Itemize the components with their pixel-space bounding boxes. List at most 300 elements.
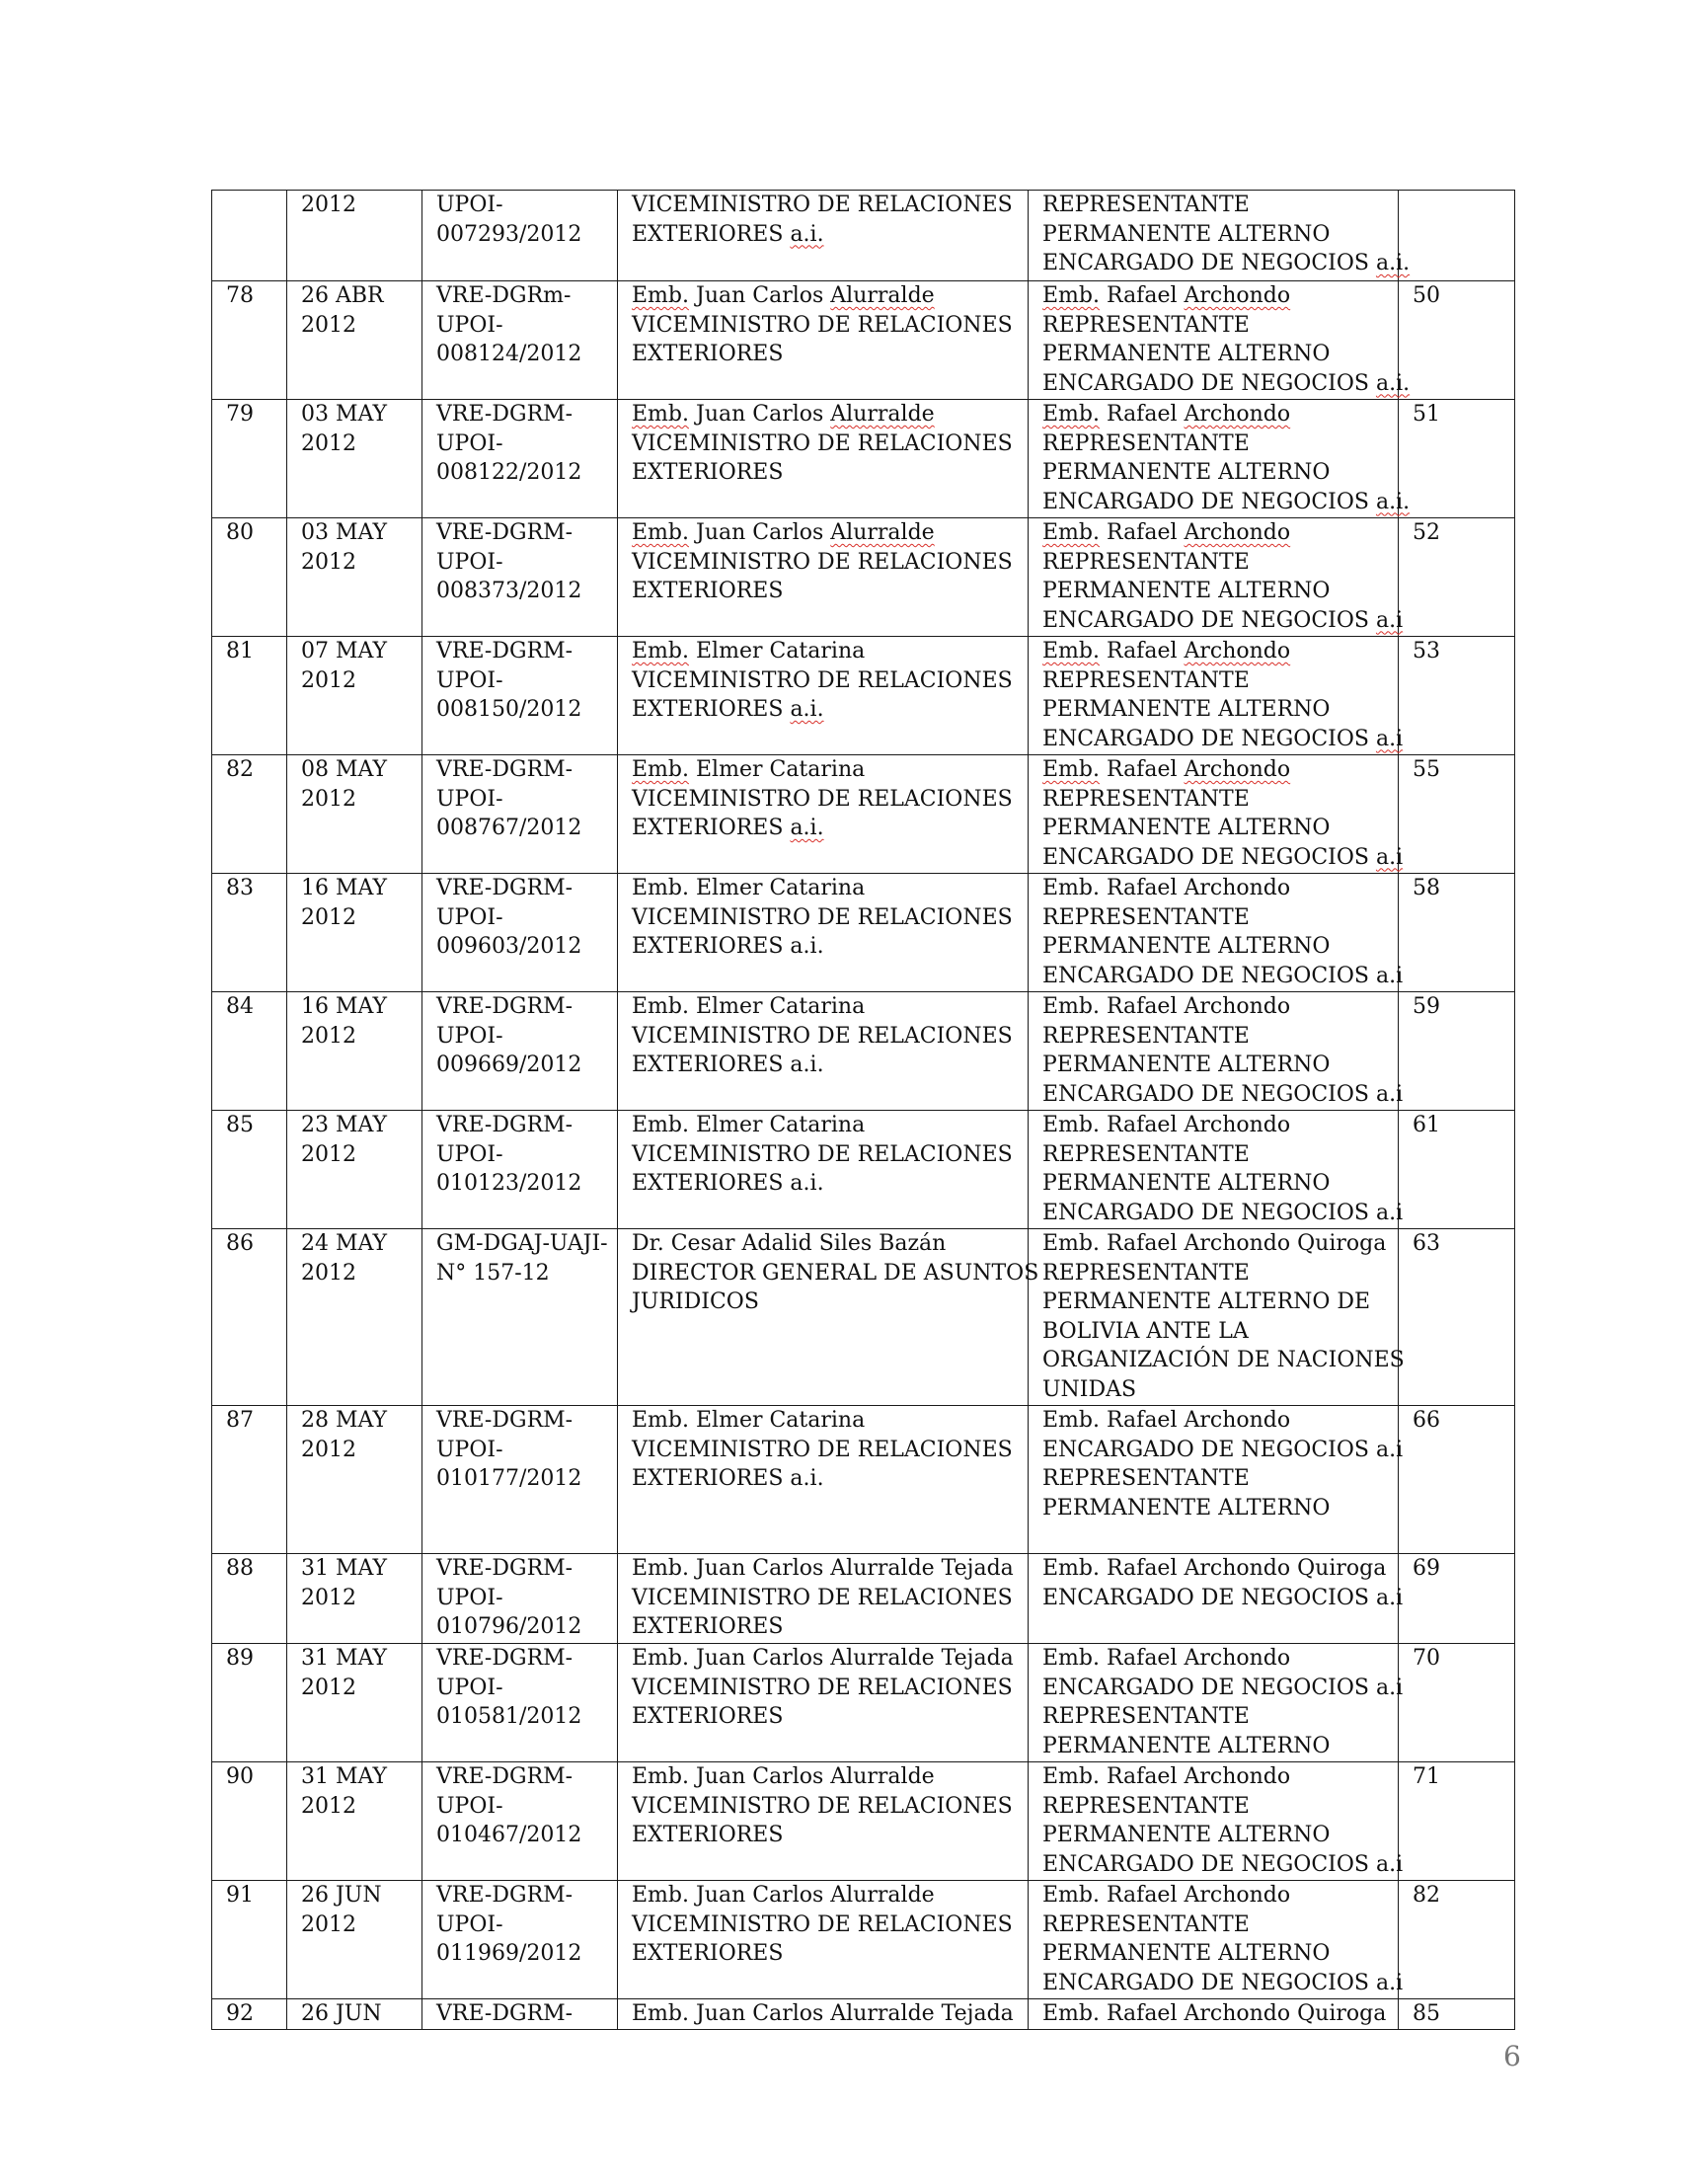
cell-line: Emb. Rafael Archondo	[1042, 1113, 1291, 1137]
cell-line: REPRESENTANTE	[1042, 549, 1250, 575]
cell-recipient	[1029, 755, 1404, 874]
cell-date	[287, 191, 422, 281]
cell-recipient	[1029, 1111, 1404, 1229]
cell-line: VRE-DGRM-	[436, 1883, 574, 1908]
cell-line: Emb. Rafael Archondo	[1042, 1883, 1291, 1908]
cell-page-ref: 66	[1399, 1406, 1515, 1554]
cell-recipient	[1029, 400, 1411, 518]
cell-line: 2012	[301, 1141, 356, 1167]
cell-line: PERMANENTE ALTERNO	[1042, 934, 1331, 959]
cell-line: VICEMINISTRO DE RELACIONES	[632, 1793, 1013, 1819]
cell-line: PERMANENTE ALTERNO	[1042, 1823, 1331, 1847]
cell-sender	[618, 874, 1029, 992]
cell-page-ref: 53	[1399, 637, 1515, 755]
cell-line: Emb. Rafael Archondo	[1042, 1408, 1291, 1433]
cell-line: PERMANENTE ALTERNO	[1042, 221, 1331, 247]
cell-date	[287, 281, 422, 400]
cell-line: Emb. Juan Carlos Alurralde	[632, 1883, 935, 1908]
table-body	[212, 191, 1515, 2030]
cell-line: REPRESENTANTE	[1042, 430, 1250, 456]
cell-row-number: 88	[212, 1554, 287, 1644]
cell-line: ENCARGADO DE NEGOCIOS a.i	[1042, 1851, 1404, 1877]
spellcheck-mark: Alurralde	[830, 520, 935, 545]
cell-line: 010177/2012	[436, 1466, 582, 1491]
cell-line: Emb. Elmer Catarina	[632, 757, 866, 782]
cell-line: UNIDAS	[1042, 1376, 1137, 1402]
cell-line: Emb. Elmer Catarina	[632, 639, 866, 663]
cell-line: PERMANENTE ALTERNO	[1042, 816, 1331, 840]
cell-line: 2012	[301, 1437, 356, 1462]
spellcheck-mark: a.i.	[1375, 489, 1411, 514]
cell-line: UPOI-	[436, 1437, 503, 1462]
cell-line: Emb. Rafael Archondo	[1042, 639, 1291, 663]
cell-line: VRE-DGRM-	[436, 994, 574, 1019]
cell-line: 2012	[301, 667, 356, 693]
cell-date	[287, 1406, 422, 1554]
cell-line: VRE-DGRM-	[436, 2001, 574, 2026]
cell-line: VRE-DGRM-	[436, 1646, 574, 1671]
cell-line: EXTERIORES a.i.	[632, 1466, 824, 1491]
cell-line: ENCARGADO DE NEGOCIOS a.i	[1042, 844, 1404, 870]
cell-line: 008124/2012	[436, 342, 582, 366]
cell-page-ref: 55	[1399, 755, 1515, 874]
cell-line: VICEMINISTRO DE RELACIONES	[632, 430, 1013, 456]
cell-line: 010796/2012	[436, 1614, 582, 1639]
cell-date	[287, 1999, 422, 2030]
cell-line: VICEMINISTRO DE RELACIONES	[632, 193, 1013, 217]
cell-sender	[618, 518, 1029, 637]
cell-line: 009603/2012	[436, 934, 582, 959]
cell-date	[287, 518, 422, 637]
cell-recipient	[1029, 992, 1404, 1111]
cell-line: EXTERIORES a.i.	[632, 816, 824, 840]
cell-line: VICEMINISTRO DE RELACIONES	[632, 1585, 1013, 1610]
cell-recipient	[1029, 191, 1411, 281]
spellcheck-mark: a.i.	[1375, 370, 1411, 396]
spellcheck-mark: a.i.	[790, 221, 824, 247]
cell-page-ref: 85	[1399, 1999, 1515, 2030]
cell-line: REPRESENTANTE	[1042, 1260, 1250, 1286]
spellcheck-mark: a.i.	[790, 816, 824, 840]
cell-row-number: 81	[212, 637, 287, 755]
cell-line: 2012	[301, 312, 356, 338]
cell-line: ENCARGADO DE NEGOCIOS a.i.	[1042, 489, 1411, 514]
cell-line: 2012	[301, 193, 356, 217]
cell-line: VRE-DGRM-	[436, 639, 574, 663]
cell-line: 26 ABR	[301, 283, 384, 308]
spellcheck-mark: a.i	[1375, 607, 1404, 633]
cell-line: 2012	[301, 786, 356, 812]
cell-line: PERMANENTE ALTERNO DE	[1042, 1289, 1371, 1314]
cell-recipient	[1029, 1406, 1404, 1554]
cell-recipient	[1029, 1881, 1404, 1999]
cell-row-number: 90	[212, 1762, 287, 1881]
cell-line: EXTERIORES	[632, 342, 784, 366]
cell-line: 009669/2012	[436, 1053, 582, 1077]
cell-line: Emb. Rafael Archondo	[1042, 1646, 1291, 1671]
cell-reference	[422, 400, 618, 518]
cell-sender	[618, 281, 1029, 400]
cell-line: Emb. Rafael Archondo	[1042, 876, 1291, 900]
cell-line: REPRESENTANTE	[1042, 786, 1250, 812]
cell-recipient	[1029, 1999, 1399, 2030]
table-row	[212, 874, 1515, 992]
cell-line: Emb. Juan Carlos Alurralde	[632, 520, 935, 545]
cell-row-number: 80	[212, 518, 287, 637]
cell-sender	[618, 1762, 1029, 1881]
cell-line: EXTERIORES	[632, 579, 784, 603]
cell-sender	[618, 755, 1029, 874]
cell-recipient	[1029, 1554, 1404, 1644]
cell-reference	[422, 1554, 618, 1644]
cell-line: 2012	[301, 1675, 356, 1700]
table-row	[212, 1111, 1515, 1229]
cell-line: 24 MAY	[301, 1231, 388, 1256]
table-row	[212, 1554, 1515, 1644]
table-row	[212, 1644, 1515, 1762]
cell-line: PERMANENTE ALTERNO	[1042, 697, 1331, 722]
cell-line: VRE-DGRM-	[436, 1113, 574, 1137]
cell-line: REPRESENTANTE	[1042, 667, 1250, 693]
spellcheck-mark: Emb.	[632, 283, 689, 308]
cell-page-ref: 51	[1399, 400, 1515, 518]
cell-line: PERMANENTE ALTERNO	[1042, 342, 1331, 366]
cell-line: ENCARGADO DE NEGOCIOS a.i	[1042, 607, 1404, 633]
cell-line: EXTERIORES a.i.	[632, 1053, 824, 1077]
cell-line: DIRECTOR GENERAL DE ASUNTOS	[632, 1260, 1039, 1286]
cell-line: 16 MAY	[301, 994, 388, 1019]
cell-line: Emb. Elmer Catarina	[632, 876, 866, 900]
spellcheck-mark: a.i.	[1375, 251, 1411, 275]
cell-line: Emb. Juan Carlos Alurralde	[632, 402, 935, 427]
cell-sender	[618, 1554, 1029, 1644]
cell-sender	[618, 1229, 1039, 1406]
cell-line: 007293/2012	[436, 221, 582, 247]
correspondence-table	[211, 190, 1515, 2030]
cell-reference	[422, 1644, 618, 1762]
spellcheck-mark: Archondo	[1184, 402, 1291, 427]
cell-page-ref: 71	[1399, 1762, 1515, 1881]
cell-line: 26 JUN	[301, 1883, 382, 1908]
cell-sender	[618, 1881, 1029, 1999]
cell-line: ENCARGADO DE NEGOCIOS a.i	[1042, 1585, 1404, 1610]
cell-line: ENCARGADO DE NEGOCIOS a.i	[1042, 1437, 1404, 1462]
cell-line: 008150/2012	[436, 697, 582, 722]
cell-row-number: 85	[212, 1111, 287, 1229]
cell-line: Emb. Rafael Archondo Quiroga	[1042, 1556, 1387, 1581]
cell-line: 26 JUN	[301, 2001, 382, 2026]
cell-reference	[422, 755, 618, 874]
cell-line: 2012	[301, 1023, 356, 1049]
cell-date	[287, 992, 422, 1111]
cell-line: UPOI-	[436, 1585, 503, 1610]
cell-line: EXTERIORES	[632, 1823, 784, 1847]
cell-line: UPOI-	[436, 430, 503, 456]
cell-line: PERMANENTE ALTERNO	[1042, 1053, 1331, 1077]
cell-line: Emb. Juan Carlos Alurralde Tejada	[632, 2001, 1014, 2026]
cell-line: Emb. Juan Carlos Alurralde	[632, 283, 935, 308]
cell-reference	[422, 1229, 618, 1406]
spellcheck-mark: a.i	[1375, 726, 1404, 751]
cell-sender	[618, 1999, 1029, 2030]
cell-row-number	[212, 191, 287, 281]
cell-line: 31 MAY	[301, 1646, 388, 1671]
cell-line: EXTERIORES a.i.	[632, 1171, 824, 1196]
cell-line: UPOI-	[436, 1675, 503, 1700]
cell-recipient	[1029, 637, 1404, 755]
table-row	[212, 518, 1515, 637]
spellcheck-mark: Emb.	[1042, 283, 1100, 308]
table-row	[212, 281, 1515, 400]
cell-line: VRE-DGRM-	[436, 1556, 574, 1581]
cell-line: Emb. Rafael Archondo Quiroga	[1042, 2001, 1387, 2026]
table-row	[212, 1406, 1515, 1554]
spellcheck-mark: Alurralde	[830, 402, 935, 427]
cell-line: Emb. Rafael Archondo	[1042, 994, 1291, 1019]
cell-row-number: 83	[212, 874, 287, 992]
cell-line: ENCARGADO DE NEGOCIOS a.i	[1042, 963, 1404, 988]
table-row	[212, 1762, 1515, 1881]
cell-line: 008767/2012	[436, 816, 582, 840]
table-row	[212, 637, 1515, 755]
cell-row-number: 91	[212, 1881, 287, 1999]
cell-line: 008122/2012	[436, 460, 582, 485]
cell-sender	[618, 191, 1029, 281]
cell-line: VICEMINISTRO DE RELACIONES	[632, 786, 1013, 812]
cell-line: ENCARGADO DE NEGOCIOS a.i.	[1042, 251, 1411, 275]
cell-line: VRE-DGRM-	[436, 1764, 574, 1789]
cell-row-number: 92	[212, 1999, 287, 2030]
spellcheck-mark: Archondo	[1184, 283, 1291, 308]
cell-line: UPOI-	[436, 786, 503, 812]
cell-line: EXTERIORES	[632, 1941, 784, 1966]
cell-line: ENCARGADO DE NEGOCIOS a.i	[1042, 726, 1404, 751]
cell-row-number: 86	[212, 1229, 287, 1406]
cell-line: VRE-DGRM-	[436, 757, 574, 782]
cell-reference	[422, 1881, 618, 1999]
cell-line: VICEMINISTRO DE RELACIONES	[632, 1141, 1013, 1167]
cell-date	[287, 1229, 422, 1406]
cell-line: PERMANENTE ALTERNO	[1042, 1733, 1331, 1758]
cell-line: Emb. Rafael Archondo	[1042, 402, 1291, 427]
cell-line: Emb. Juan Carlos Alurralde Tejada	[632, 1556, 1014, 1581]
cell-date	[287, 1111, 422, 1229]
cell-line: 010123/2012	[436, 1171, 582, 1196]
cell-line: VICEMINISTRO DE RELACIONES	[632, 1437, 1013, 1462]
spellcheck-mark: Emb.	[632, 520, 689, 545]
cell-line: REPRESENTANTE	[1042, 1793, 1250, 1819]
cell-sender	[618, 1644, 1029, 1762]
cell-line: ENCARGADO DE NEGOCIOS a.i	[1042, 1200, 1404, 1225]
cell-line: ENCARGADO DE NEGOCIOS a.i	[1042, 1081, 1404, 1107]
cell-line: Emb. Rafael Archondo	[1042, 757, 1291, 782]
cell-line: VICEMINISTRO DE RELACIONES	[632, 1911, 1013, 1937]
cell-reference	[422, 1999, 618, 2030]
cell-recipient	[1029, 281, 1411, 400]
cell-sender	[618, 992, 1029, 1111]
cell-line: 08 MAY	[301, 757, 388, 782]
cell-line: 010467/2012	[436, 1823, 582, 1847]
cell-line: VICEMINISTRO DE RELACIONES	[632, 1675, 1013, 1700]
cell-line: VRE-DGRm-	[436, 283, 572, 308]
cell-line: REPRESENTANTE	[1042, 193, 1250, 217]
cell-line: ENCARGADO DE NEGOCIOS a.i	[1042, 1970, 1404, 1995]
cell-line: PERMANENTE ALTERNO	[1042, 460, 1331, 485]
cell-page-ref: 61	[1399, 1111, 1515, 1229]
cell-sender	[618, 637, 1029, 755]
cell-date	[287, 1881, 422, 1999]
cell-line: UPOI-	[436, 1793, 503, 1819]
cell-line: VRE-DGRM-	[436, 402, 574, 427]
cell-page-ref: 70	[1399, 1644, 1515, 1762]
cell-line: REPRESENTANTE	[1042, 1023, 1250, 1049]
cell-line: UPOI-	[436, 1911, 503, 1937]
cell-line: VRE-DGRM-	[436, 876, 574, 900]
cell-row-number: 89	[212, 1644, 287, 1762]
cell-line: PERMANENTE ALTERNO	[1042, 1495, 1331, 1521]
spellcheck-mark: Archondo	[1184, 639, 1291, 663]
cell-date	[287, 1554, 422, 1644]
cell-line: N° 157-12	[436, 1260, 550, 1286]
cell-line: VICEMINISTRO DE RELACIONES	[632, 312, 1013, 338]
cell-line: Dr. Cesar Adalid Siles Bazán	[632, 1231, 947, 1256]
cell-page-ref: 52	[1399, 518, 1515, 637]
cell-line: 008373/2012	[436, 579, 582, 603]
cell-sender	[618, 400, 1029, 518]
cell-line: UPOI-	[436, 549, 503, 575]
spellcheck-mark: a.i.	[790, 697, 824, 722]
cell-sender	[618, 1406, 1029, 1554]
cell-page-ref: 50	[1399, 281, 1515, 400]
cell-row-number: 79	[212, 400, 287, 518]
cell-reference	[422, 1111, 618, 1229]
cell-line: EXTERIORES	[632, 460, 784, 485]
spellcheck-mark: a.i	[1375, 844, 1404, 870]
cell-date	[287, 637, 422, 755]
cell-page-ref: 63	[1399, 1229, 1515, 1406]
cell-line: VICEMINISTRO DE RELACIONES	[632, 549, 1013, 575]
spellcheck-mark: Emb.	[632, 757, 689, 782]
cell-date	[287, 874, 422, 992]
cell-reference	[422, 1406, 618, 1554]
cell-line: EXTERIORES	[632, 1614, 784, 1639]
cell-reference	[422, 518, 618, 637]
table-row	[212, 755, 1515, 874]
cell-line: 28 MAY	[301, 1408, 388, 1433]
cell-sender	[618, 1111, 1029, 1229]
cell-line: UPOI-	[436, 193, 503, 217]
spellcheck-mark: Archondo	[1184, 757, 1291, 782]
cell-line: VICEMINISTRO DE RELACIONES	[632, 667, 1013, 693]
cell-line: EXTERIORES a.i.	[632, 934, 824, 959]
cell-recipient	[1029, 874, 1404, 992]
cell-row-number: 78	[212, 281, 287, 400]
cell-line: Emb. Rafael Archondo	[1042, 1764, 1291, 1789]
cell-line: 2012	[301, 1585, 356, 1610]
cell-line: UPOI-	[436, 667, 503, 693]
cell-reference	[422, 281, 618, 400]
cell-line: 2012	[301, 904, 356, 930]
cell-line: UPOI-	[436, 904, 503, 930]
cell-line: REPRESENTANTE	[1042, 1466, 1250, 1491]
cell-recipient	[1029, 1229, 1405, 1406]
cell-line: GM-DGAJ-UAJI-	[436, 1231, 608, 1256]
cell-line: 31 MAY	[301, 1764, 388, 1789]
cell-line: PERMANENTE ALTERNO	[1042, 1941, 1331, 1966]
cell-line: PERMANENTE ALTERNO	[1042, 1171, 1331, 1196]
table-row	[212, 191, 1515, 281]
spellcheck-mark: Emb.	[1042, 520, 1100, 545]
cell-line: ENCARGADO DE NEGOCIOS a.i.	[1042, 370, 1411, 396]
cell-line: ORGANIZACIÓN DE NACIONES	[1042, 1348, 1405, 1372]
cell-reference	[422, 874, 618, 992]
cell-line: Emb. Rafael Archondo Quiroga	[1042, 1231, 1387, 1256]
cell-page-ref: 69	[1399, 1554, 1515, 1644]
spellcheck-mark: Emb.	[632, 639, 689, 663]
cell-line: 2012	[301, 1260, 356, 1286]
spellcheck-mark: Emb.	[1042, 757, 1100, 782]
cell-line: PERMANENTE ALTERNO	[1042, 579, 1331, 603]
cell-date	[287, 1762, 422, 1881]
cell-recipient	[1029, 1644, 1404, 1762]
cell-line: 2012	[301, 430, 356, 456]
cell-date	[287, 1644, 422, 1762]
spellcheck-mark: Emb.	[1042, 639, 1100, 663]
cell-line: EXTERIORES a.i.	[632, 221, 824, 247]
cell-recipient	[1029, 1762, 1404, 1881]
cell-line: 31 MAY	[301, 1556, 388, 1581]
cell-line: Emb. Juan Carlos Alurralde Tejada	[632, 1646, 1014, 1671]
cell-row-number: 82	[212, 755, 287, 874]
table-row	[212, 400, 1515, 518]
cell-reference	[422, 1762, 618, 1881]
cell-line: VRE-DGRM-	[436, 1408, 574, 1433]
cell-date	[287, 755, 422, 874]
cell-line: Emb. Rafael Archondo	[1042, 283, 1291, 308]
table-row	[212, 992, 1515, 1111]
cell-line: VICEMINISTRO DE RELACIONES	[632, 904, 1013, 930]
cell-line: UPOI-	[436, 312, 503, 338]
cell-line: 03 MAY	[301, 402, 388, 427]
cell-line: Emb. Elmer Catarina	[632, 1113, 866, 1137]
cell-line: 2012	[301, 1793, 356, 1819]
cell-line: ENCARGADO DE NEGOCIOS a.i	[1042, 1675, 1404, 1700]
cell-row-number: 84	[212, 992, 287, 1111]
cell-line: 07 MAY	[301, 639, 388, 663]
cell-line: VICEMINISTRO DE RELACIONES	[632, 1023, 1013, 1049]
spellcheck-mark: Alurralde	[830, 283, 935, 308]
cell-line: REPRESENTANTE	[1042, 1911, 1250, 1937]
cell-line: Emb. Elmer Catarina	[632, 994, 866, 1019]
cell-recipient	[1029, 518, 1404, 637]
cell-line: REPRESENTANTE	[1042, 904, 1250, 930]
cell-line: Emb. Juan Carlos Alurralde	[632, 1764, 935, 1789]
cell-line: JURIDICOS	[632, 1289, 759, 1314]
cell-line: EXTERIORES a.i.	[632, 697, 824, 722]
spellcheck-mark: Emb.	[1042, 402, 1100, 427]
spellcheck-mark: Emb.	[632, 402, 689, 427]
cell-line: UPOI-	[436, 1023, 503, 1049]
cell-page-ref: 82	[1399, 1881, 1515, 1999]
cell-line: EXTERIORES	[632, 1704, 784, 1729]
table-row	[212, 1229, 1515, 1406]
table-row	[212, 1881, 1515, 1999]
cell-line: 2012	[301, 1911, 356, 1937]
cell-reference	[422, 637, 618, 755]
cell-date	[287, 400, 422, 518]
cell-page-ref	[1399, 191, 1515, 281]
cell-line: Emb. Elmer Catarina	[632, 1408, 866, 1433]
